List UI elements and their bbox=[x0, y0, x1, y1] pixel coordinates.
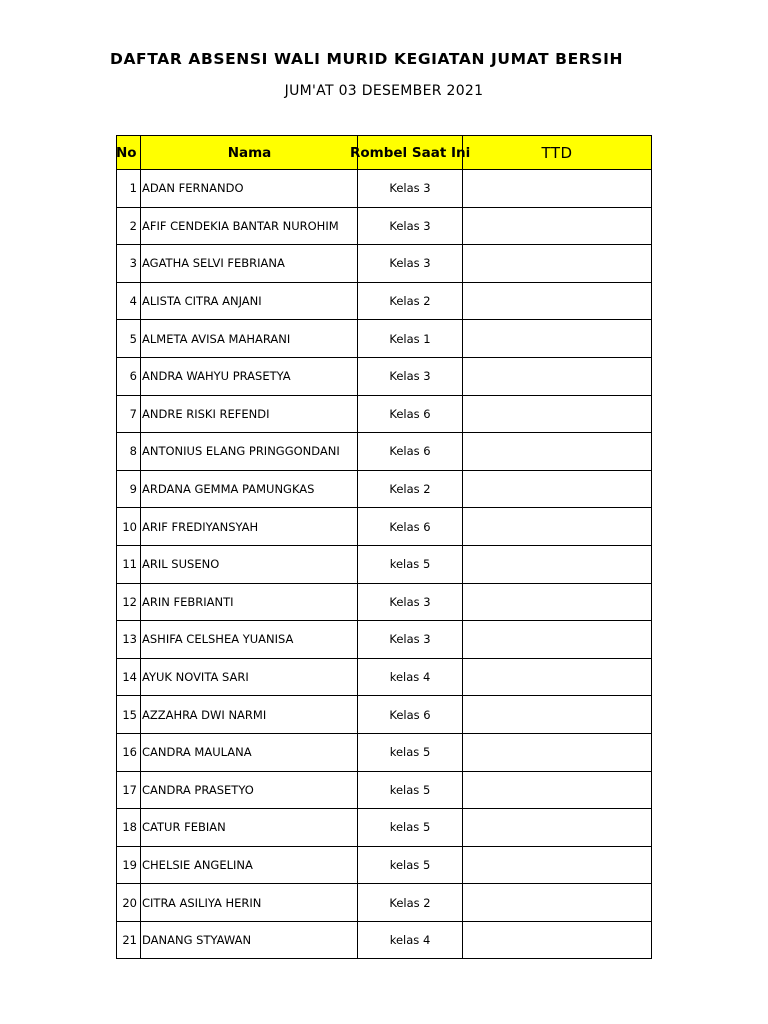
table-row bbox=[117, 696, 652, 734]
class-text: Kelas 2 bbox=[389, 482, 431, 497]
signature-cell[interactable] bbox=[463, 357, 652, 395]
class-cell[interactable] bbox=[358, 470, 463, 508]
row-number-text: 15 bbox=[122, 707, 137, 722]
student-name-cell[interactable] bbox=[141, 583, 358, 621]
signature-cell[interactable] bbox=[463, 809, 652, 847]
student-name-cell[interactable] bbox=[141, 282, 358, 320]
class-text: Kelas 3 bbox=[389, 369, 431, 384]
row-number-text: 6 bbox=[129, 369, 137, 384]
student-name-text: ANDRE RISKI REFENDI bbox=[142, 406, 270, 421]
table-row bbox=[117, 207, 652, 245]
signature-cell[interactable] bbox=[463, 921, 652, 959]
student-name-cell[interactable] bbox=[141, 320, 358, 358]
table-row bbox=[117, 921, 652, 959]
row-number-text: 1 bbox=[129, 181, 137, 196]
student-name-cell[interactable] bbox=[141, 771, 358, 809]
header-nama-label: Nama bbox=[227, 144, 272, 161]
class-cell[interactable] bbox=[358, 207, 463, 245]
class-text: kelas 5 bbox=[389, 820, 431, 835]
signature-cell[interactable] bbox=[463, 884, 652, 922]
class-text: Kelas 2 bbox=[389, 895, 431, 910]
row-number-cell[interactable] bbox=[117, 282, 141, 320]
table-row bbox=[117, 545, 652, 583]
table-row bbox=[117, 170, 652, 208]
row-number-text: 13 bbox=[122, 632, 137, 647]
student-name-text: ALISTA CITRA ANJANI bbox=[142, 294, 262, 309]
signature-cell[interactable] bbox=[463, 846, 652, 884]
class-text: Kelas 6 bbox=[389, 519, 431, 534]
student-name-text: AGATHA SELVI FEBRIANA bbox=[142, 256, 285, 271]
student-name-cell[interactable] bbox=[141, 696, 358, 734]
class-text: Kelas 1 bbox=[389, 331, 431, 346]
row-number-text: 10 bbox=[122, 519, 137, 534]
row-number-text: 16 bbox=[122, 745, 137, 760]
class-text: kelas 4 bbox=[389, 670, 431, 685]
row-number-cell[interactable] bbox=[117, 508, 141, 546]
student-name-cell[interactable] bbox=[141, 545, 358, 583]
row-number-text: 14 bbox=[122, 670, 137, 685]
student-name-text: ANDRA WAHYU PRASETYA bbox=[142, 369, 291, 384]
class-cell[interactable] bbox=[358, 508, 463, 546]
student-name-cell[interactable] bbox=[141, 921, 358, 959]
class-text: Kelas 3 bbox=[389, 181, 431, 196]
student-name-text: ARDANA GEMMA PAMUNGKAS bbox=[142, 482, 315, 497]
student-name-text: DANANG STYAWAN bbox=[142, 933, 252, 948]
row-number-text: 5 bbox=[129, 331, 137, 346]
table-row bbox=[117, 508, 652, 546]
row-number-cell[interactable] bbox=[117, 320, 141, 358]
student-name-cell[interactable] bbox=[141, 357, 358, 395]
student-name-cell[interactable] bbox=[141, 170, 358, 208]
row-number-text: 8 bbox=[129, 444, 137, 459]
student-name-cell[interactable] bbox=[141, 470, 358, 508]
class-cell[interactable] bbox=[358, 320, 463, 358]
row-number-text: 19 bbox=[122, 857, 137, 872]
row-number-cell[interactable] bbox=[117, 395, 141, 433]
row-number-cell[interactable] bbox=[117, 658, 141, 696]
class-cell[interactable] bbox=[358, 771, 463, 809]
class-cell[interactable] bbox=[358, 884, 463, 922]
row-number-text: 21 bbox=[122, 933, 137, 948]
class-text: Kelas 6 bbox=[389, 444, 431, 459]
row-number-text: 2 bbox=[129, 218, 137, 233]
signature-cell[interactable] bbox=[463, 696, 652, 734]
student-name-text: ARIN FEBRIANTI bbox=[142, 594, 234, 609]
signature-cell[interactable] bbox=[463, 658, 652, 696]
student-name-text: CANDRA PRASETYO bbox=[142, 782, 254, 797]
student-name-text: CITRA ASILIYA HERIN bbox=[142, 895, 262, 910]
class-cell[interactable] bbox=[358, 282, 463, 320]
student-name-text: ARIF FREDIYANSYAH bbox=[142, 519, 259, 534]
row-number-cell[interactable] bbox=[117, 771, 141, 809]
table-row bbox=[117, 282, 652, 320]
row-number-text: 12 bbox=[122, 594, 137, 609]
row-number-cell[interactable] bbox=[117, 621, 141, 659]
row-number-cell[interactable] bbox=[117, 733, 141, 771]
class-cell[interactable] bbox=[358, 621, 463, 659]
attendance-table bbox=[116, 135, 652, 959]
student-name-text: ARIL SUSENO bbox=[142, 557, 220, 572]
row-number-cell[interactable] bbox=[117, 170, 141, 208]
class-text: kelas 5 bbox=[389, 745, 431, 760]
student-name-text: CATUR FEBIAN bbox=[142, 820, 226, 835]
row-number-cell[interactable] bbox=[117, 809, 141, 847]
row-number-cell[interactable] bbox=[117, 433, 141, 471]
row-number-cell[interactable] bbox=[117, 884, 141, 922]
student-name-cell[interactable] bbox=[141, 207, 358, 245]
class-cell[interactable] bbox=[358, 658, 463, 696]
student-name-cell[interactable] bbox=[141, 846, 358, 884]
student-name-text: AFIF CENDEKIA BANTAR NUROHIM bbox=[142, 218, 339, 233]
class-text: Kelas 3 bbox=[389, 594, 431, 609]
table-row bbox=[117, 245, 652, 283]
student-name-text: ASHIFA CELSHEA YUANISA bbox=[142, 632, 294, 647]
signature-cell[interactable] bbox=[463, 545, 652, 583]
row-number-cell[interactable] bbox=[117, 583, 141, 621]
signature-cell[interactable] bbox=[463, 470, 652, 508]
title-cell bbox=[110, 48, 652, 72]
class-text: Kelas 3 bbox=[389, 256, 431, 271]
class-cell[interactable] bbox=[358, 357, 463, 395]
row-number-cell[interactable] bbox=[117, 245, 141, 283]
class-cell[interactable] bbox=[358, 245, 463, 283]
header-row bbox=[117, 136, 652, 170]
table-body bbox=[117, 170, 652, 959]
class-cell[interactable] bbox=[358, 733, 463, 771]
row-number-cell[interactable] bbox=[117, 207, 141, 245]
student-name-text: AZZAHRA DWI NARMI bbox=[142, 707, 267, 722]
signature-cell[interactable] bbox=[463, 583, 652, 621]
page-subtitle: JUM'AT 03 DESEMBER 2021 bbox=[284, 83, 484, 99]
class-cell[interactable] bbox=[358, 545, 463, 583]
table-row bbox=[117, 658, 652, 696]
table-row bbox=[117, 846, 652, 884]
class-text: Kelas 3 bbox=[389, 218, 431, 233]
signature-cell[interactable] bbox=[463, 282, 652, 320]
table-row bbox=[117, 357, 652, 395]
student-name-text: ALMETA AVISA MAHARANI bbox=[142, 331, 291, 346]
class-cell[interactable] bbox=[358, 395, 463, 433]
header-kelas-label: Rombel Saat Ini bbox=[350, 144, 471, 161]
class-cell[interactable] bbox=[358, 583, 463, 621]
signature-cell[interactable] bbox=[463, 207, 652, 245]
row-number-cell[interactable] bbox=[117, 470, 141, 508]
table-row bbox=[117, 809, 652, 847]
student-name-cell[interactable] bbox=[141, 658, 358, 696]
row-number-text: 9 bbox=[129, 482, 137, 497]
header-no-label: No bbox=[116, 144, 137, 161]
student-name-cell[interactable] bbox=[141, 621, 358, 659]
header-nama[interactable] bbox=[141, 136, 358, 170]
table-row bbox=[117, 470, 652, 508]
class-text: kelas 5 bbox=[389, 857, 431, 872]
table-header bbox=[117, 136, 652, 170]
student-name-text: CANDRA MAULANA bbox=[142, 745, 252, 760]
table-row bbox=[117, 884, 652, 922]
class-text: Kelas 6 bbox=[389, 406, 431, 421]
student-name-cell[interactable] bbox=[141, 245, 358, 283]
table-row bbox=[117, 583, 652, 621]
signature-cell[interactable] bbox=[463, 245, 652, 283]
student-name-cell[interactable] bbox=[141, 508, 358, 546]
row-number-text: 3 bbox=[129, 256, 137, 271]
row-number-text: 7 bbox=[129, 406, 137, 421]
row-number-cell[interactable] bbox=[117, 846, 141, 884]
page-title: DAFTAR ABSENSI WALI MURID KEGIATAN JUMAT BERSIH bbox=[110, 50, 624, 68]
class-cell[interactable] bbox=[358, 846, 463, 884]
student-name-text: ADAN FERNANDO bbox=[142, 181, 244, 196]
class-text: Kelas 3 bbox=[389, 632, 431, 647]
row-number-text: 4 bbox=[129, 294, 137, 309]
row-number-cell[interactable] bbox=[117, 545, 141, 583]
class-text: Kelas 6 bbox=[389, 707, 431, 722]
class-text: kelas 4 bbox=[389, 933, 431, 948]
header-ttd[interactable] bbox=[463, 136, 652, 170]
row-number-text: 20 bbox=[122, 895, 137, 910]
class-text: kelas 5 bbox=[389, 557, 431, 572]
row-number-text: 11 bbox=[122, 557, 137, 572]
student-name-cell[interactable] bbox=[141, 395, 358, 433]
class-text: Kelas 2 bbox=[389, 294, 431, 309]
student-name-cell[interactable] bbox=[141, 809, 358, 847]
class-cell[interactable] bbox=[358, 921, 463, 959]
row-number-text: 18 bbox=[122, 820, 137, 835]
table-row bbox=[117, 621, 652, 659]
table-row bbox=[117, 733, 652, 771]
row-number-text: 17 bbox=[122, 782, 137, 797]
row-number-cell[interactable] bbox=[117, 357, 141, 395]
signature-cell[interactable] bbox=[463, 733, 652, 771]
class-text: kelas 5 bbox=[389, 782, 431, 797]
student-name-text: CHELSIE ANGELINA bbox=[142, 857, 253, 872]
class-cell[interactable] bbox=[358, 170, 463, 208]
signature-cell[interactable] bbox=[463, 433, 652, 471]
class-cell[interactable] bbox=[358, 696, 463, 734]
signature-cell[interactable] bbox=[463, 621, 652, 659]
header-ttd-label: TTD bbox=[541, 143, 573, 162]
class-cell[interactable] bbox=[358, 809, 463, 847]
header-kelas[interactable] bbox=[350, 136, 471, 170]
signature-cell[interactable] bbox=[463, 170, 652, 208]
student-name-cell[interactable] bbox=[141, 733, 358, 771]
class-cell[interactable] bbox=[358, 433, 463, 471]
row-number-cell[interactable] bbox=[117, 696, 141, 734]
student-name-cell[interactable] bbox=[141, 884, 358, 922]
table-row bbox=[117, 433, 652, 471]
student-name-text: AYUK NOVITA SARI bbox=[142, 670, 249, 685]
table-row bbox=[117, 320, 652, 358]
signature-cell[interactable] bbox=[463, 508, 652, 546]
signature-cell[interactable] bbox=[463, 320, 652, 358]
row-number-cell[interactable] bbox=[117, 921, 141, 959]
student-name-cell[interactable] bbox=[141, 433, 358, 471]
signature-cell[interactable] bbox=[463, 395, 652, 433]
table-row bbox=[117, 771, 652, 809]
header-no[interactable] bbox=[117, 136, 141, 170]
student-name-text: ANTONIUS ELANG PRINGGONDANI bbox=[142, 444, 340, 459]
table-row bbox=[117, 395, 652, 433]
signature-cell[interactable] bbox=[463, 771, 652, 809]
